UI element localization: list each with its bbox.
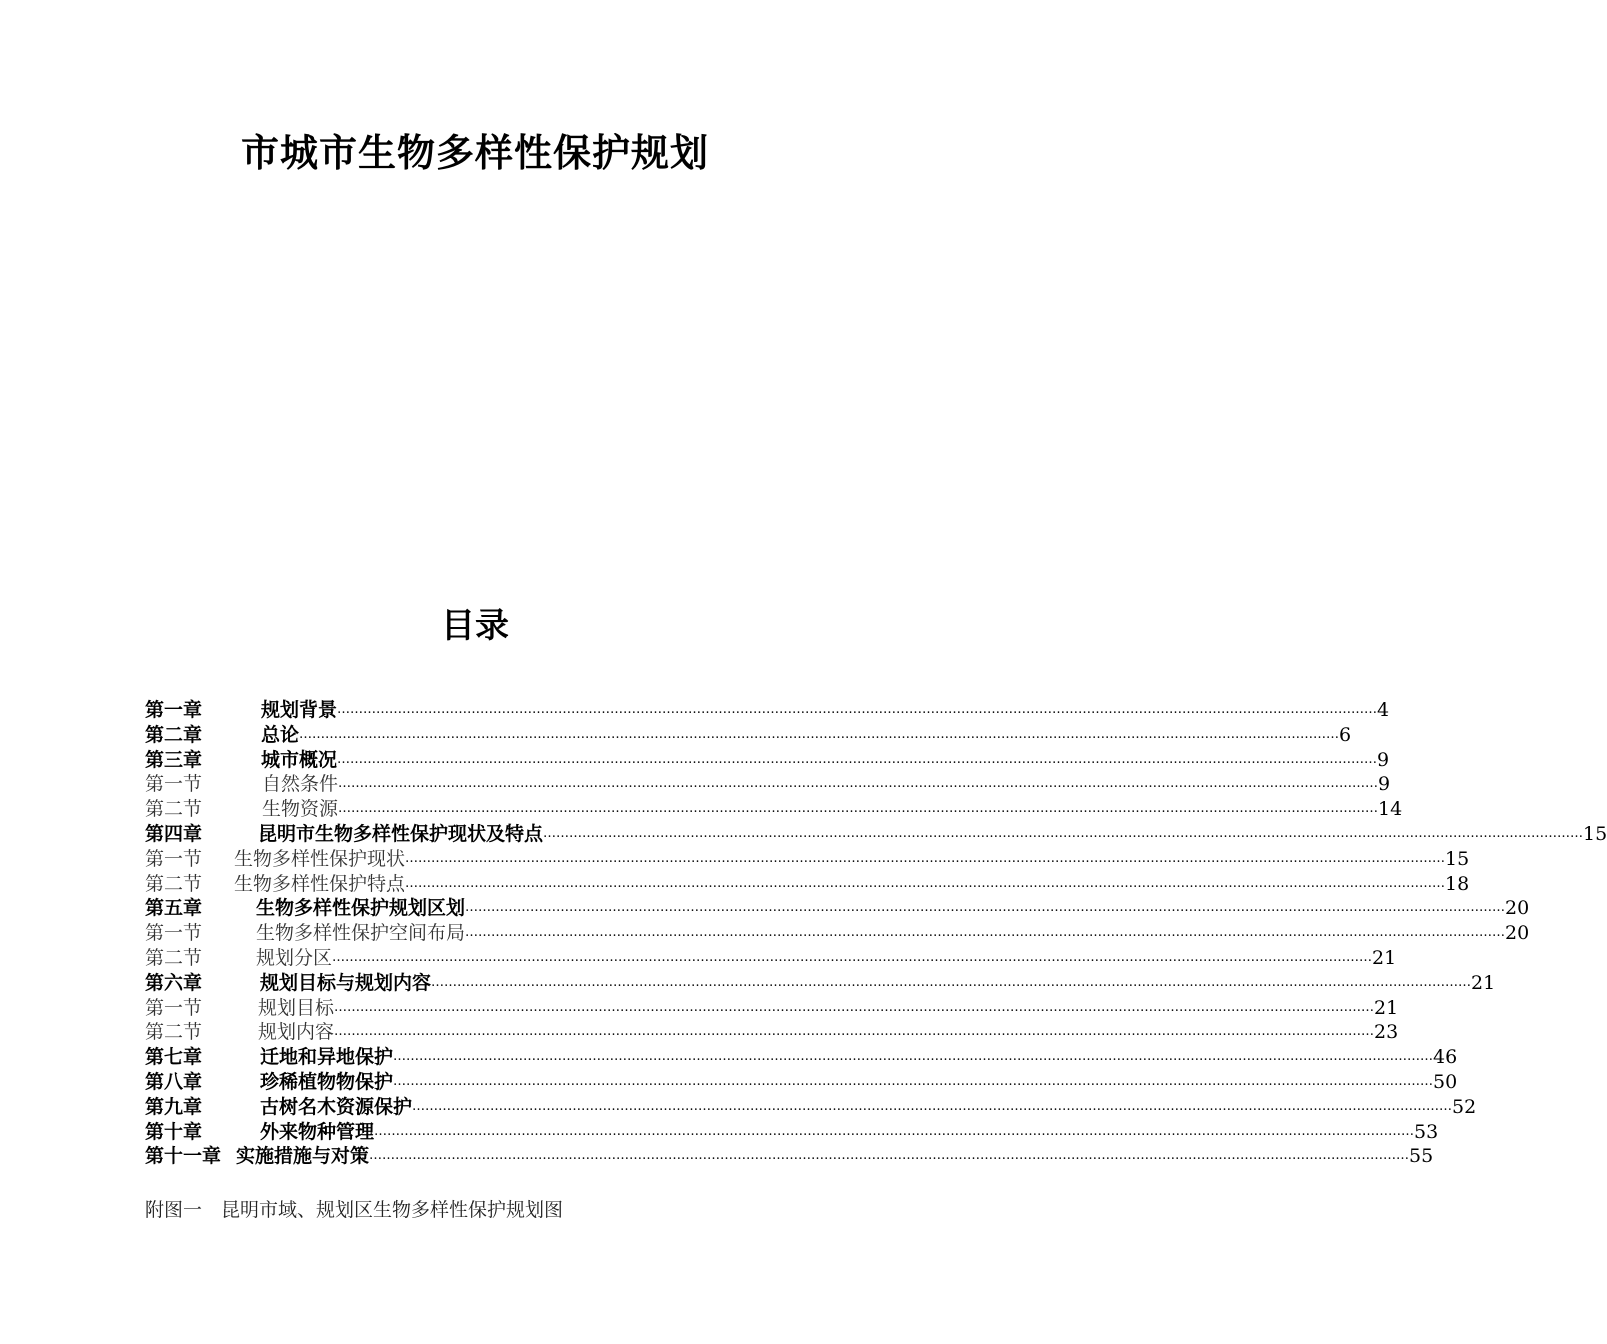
toc-entry-title: 生物多样性保护空间布局 (256, 922, 466, 945)
toc-entry-title: 生物资源 (262, 798, 339, 821)
toc-entry-title: 实施措施与对策 (236, 1145, 370, 1168)
toc-leader-dots: …………………………………………………………………………………………………………………………………………………………………………………………………………………… (337, 751, 1378, 767)
toc-entry-title: 总论 (261, 723, 300, 746)
toc-entry-number: 第一节 (145, 922, 203, 945)
toc-entry[interactable] (145, 772, 1391, 797)
toc-entry-title: 迁地和异地保护 (260, 1046, 394, 1069)
toc-entry[interactable] (145, 847, 1470, 872)
toc-entry-page: 9 (1377, 748, 1390, 771)
toc-entry-page: 14 (1378, 798, 1403, 821)
toc-leader-dots: …………………………………………………………………………………………………………………………………………………………………………………………………………………… (338, 801, 1379, 817)
toc-entry-number: 第七章 (145, 1046, 203, 1069)
toc-entry-page: 55 (1409, 1145, 1434, 1168)
toc-leader-dots: …………………………………………………………………………………………………………………………………………………………………………………………………………………… (337, 702, 1378, 717)
toc-entry-number: 第四章 (145, 822, 203, 845)
toc-entry-title: 城市概况 (261, 748, 338, 771)
toc-entry[interactable] (145, 896, 1530, 921)
toc-entry[interactable] (145, 1095, 1477, 1120)
toc-entry-page: 53 (1414, 1120, 1439, 1143)
toc-entry-page: 21 (1471, 971, 1496, 994)
toc-entry-page: 46 (1433, 1046, 1458, 1069)
toc-entry-title: 规划背景 (261, 699, 338, 721)
toc-entry-page: 23 (1374, 1021, 1399, 1044)
toc-entry-title: 珍稀植物物保护 (260, 1070, 394, 1093)
toc-entry-title: 生物多样性保护特点 (234, 872, 406, 895)
toc-entry-page: 52 (1452, 1095, 1477, 1118)
toc-heading: 目录 (441, 606, 509, 646)
toc-entry-number: 第二节 (145, 798, 203, 821)
toc-leader-dots: …………………………………………………………………………………………………………………………………………………………………………………………………………………… (465, 925, 1506, 941)
toc-leader-dots: …………………………………………………………………………………………………………………………………………………………………………………………………………………… (332, 949, 1373, 965)
toc-entry-number: 第五章 (145, 897, 203, 920)
table-of-contents (145, 698, 1607, 1169)
appendix-entry: 附图一 昆明市域、规划区生物多样性保护规划图 (145, 1199, 564, 1221)
toc-entry-page: 21 (1374, 996, 1399, 1019)
toc-entry-number: 第十章 (145, 1120, 203, 1143)
toc-entry[interactable] (145, 1020, 1399, 1045)
toc-entry-number: 第一章 (145, 699, 203, 721)
toc-entry-page: 18 (1445, 872, 1470, 895)
toc-entry-title: 生物多样性保护现状 (234, 847, 406, 870)
toc-entry-title: 昆明市生物多样性保护现状及特点 (258, 822, 544, 845)
toc-entry-page: 20 (1505, 897, 1530, 920)
toc-entry-number: 第二节 (145, 1021, 203, 1044)
toc-leader-dots: …………………………………………………………………………………………………………………………………………………………………………………………………………………… (369, 1148, 1410, 1164)
toc-entry-page: 15 (1445, 847, 1470, 870)
toc-entry[interactable] (145, 971, 1496, 996)
toc-entry-page: 50 (1433, 1070, 1458, 1093)
toc-entry-number: 第二章 (145, 723, 203, 746)
toc-entry-page: 15 (1583, 822, 1607, 845)
toc-leader-dots: …………………………………………………………………………………………………………………………………………………………………………………………………………………… (543, 825, 1584, 841)
toc-entry-title: 规划目标 (258, 996, 335, 1019)
toc-leader-dots: …………………………………………………………………………………………………………………………………………………………………………………………………………………… (412, 1098, 1453, 1114)
toc-entry[interactable] (145, 872, 1470, 897)
toc-entry-number: 第十一章 (145, 1145, 222, 1168)
toc-entry-number: 第八章 (145, 1070, 203, 1093)
toc-leader-dots: …………………………………………………………………………………………………………………………………………………………………………………………………………………… (334, 999, 1375, 1015)
toc-leader-dots: …………………………………………………………………………………………………………………………………………………………………………………………………………………… (405, 850, 1446, 866)
toc-entry[interactable] (145, 996, 1399, 1021)
toc-entry[interactable] (145, 698, 1390, 723)
toc-entry-page: 9 (1378, 773, 1391, 796)
toc-entry-page: 20 (1505, 922, 1530, 945)
toc-leader-dots: …………………………………………………………………………………………………………………………………………………………………………………………………………………… (465, 900, 1506, 916)
toc-entry[interactable] (145, 723, 1352, 748)
toc-entry-page: 6 (1339, 723, 1352, 746)
toc-entry[interactable] (145, 1120, 1439, 1145)
toc-entry[interactable] (145, 1070, 1458, 1095)
toc-leader-dots: …………………………………………………………………………………………………………………………………………………………………………………………………………………… (393, 1049, 1434, 1065)
toc-entry-number: 第六章 (145, 971, 203, 994)
toc-entry-page: 4 (1377, 699, 1390, 721)
toc-entry-number: 第三章 (145, 748, 203, 771)
toc-entry-number: 第二节 (145, 872, 203, 895)
toc-entry-number: 第一节 (145, 996, 203, 1019)
toc-entry-number: 第一节 (145, 847, 203, 870)
toc-leader-dots: …………………………………………………………………………………………………………………………………………………………………………………………………………………… (431, 974, 1472, 990)
toc-entry-title: 自然条件 (262, 773, 339, 796)
document-title: 市城市生物多样性保护规划 (240, 131, 709, 175)
toc-entry-number: 第二节 (145, 946, 203, 969)
toc-leader-dots: …………………………………………………………………………………………………………………………………………………………………………………………………………………… (374, 1123, 1415, 1139)
toc-entry-title: 规划内容 (258, 1021, 335, 1044)
toc-leader-dots: …………………………………………………………………………………………………………………………………………………………………………………………………………………… (299, 726, 1340, 742)
toc-leader-dots: …………………………………………………………………………………………………………………………………………………………………………………………………………………… (334, 1024, 1375, 1040)
toc-entry[interactable] (145, 946, 1397, 971)
toc-entry-title: 规划分区 (256, 946, 333, 969)
toc-entry[interactable] (145, 748, 1390, 773)
toc-leader-dots: …………………………………………………………………………………………………………………………………………………………………………………………………………………… (405, 875, 1446, 891)
toc-entry[interactable] (145, 1144, 1434, 1169)
toc-leader-dots: …………………………………………………………………………………………………………………………………………………………………………………………………………………… (393, 1073, 1434, 1089)
toc-entry-number: 第九章 (145, 1095, 203, 1118)
toc-entry[interactable] (145, 921, 1530, 946)
toc-entry-title: 外来物种管理 (260, 1120, 375, 1143)
toc-entry-title: 古树名木资源保护 (260, 1095, 413, 1118)
toc-leader-dots: …………………………………………………………………………………………………………………………………………………………………………………………………………………… (338, 776, 1379, 792)
toc-entry[interactable] (145, 822, 1607, 847)
toc-entry-number: 第一节 (145, 773, 203, 796)
toc-entry[interactable] (145, 1045, 1458, 1070)
toc-entry[interactable] (145, 797, 1403, 822)
toc-entry-page: 21 (1372, 946, 1397, 969)
toc-entry-title: 生物多样性保护规划区划 (256, 897, 466, 920)
toc-entry-title: 规划目标与规划内容 (260, 971, 432, 994)
